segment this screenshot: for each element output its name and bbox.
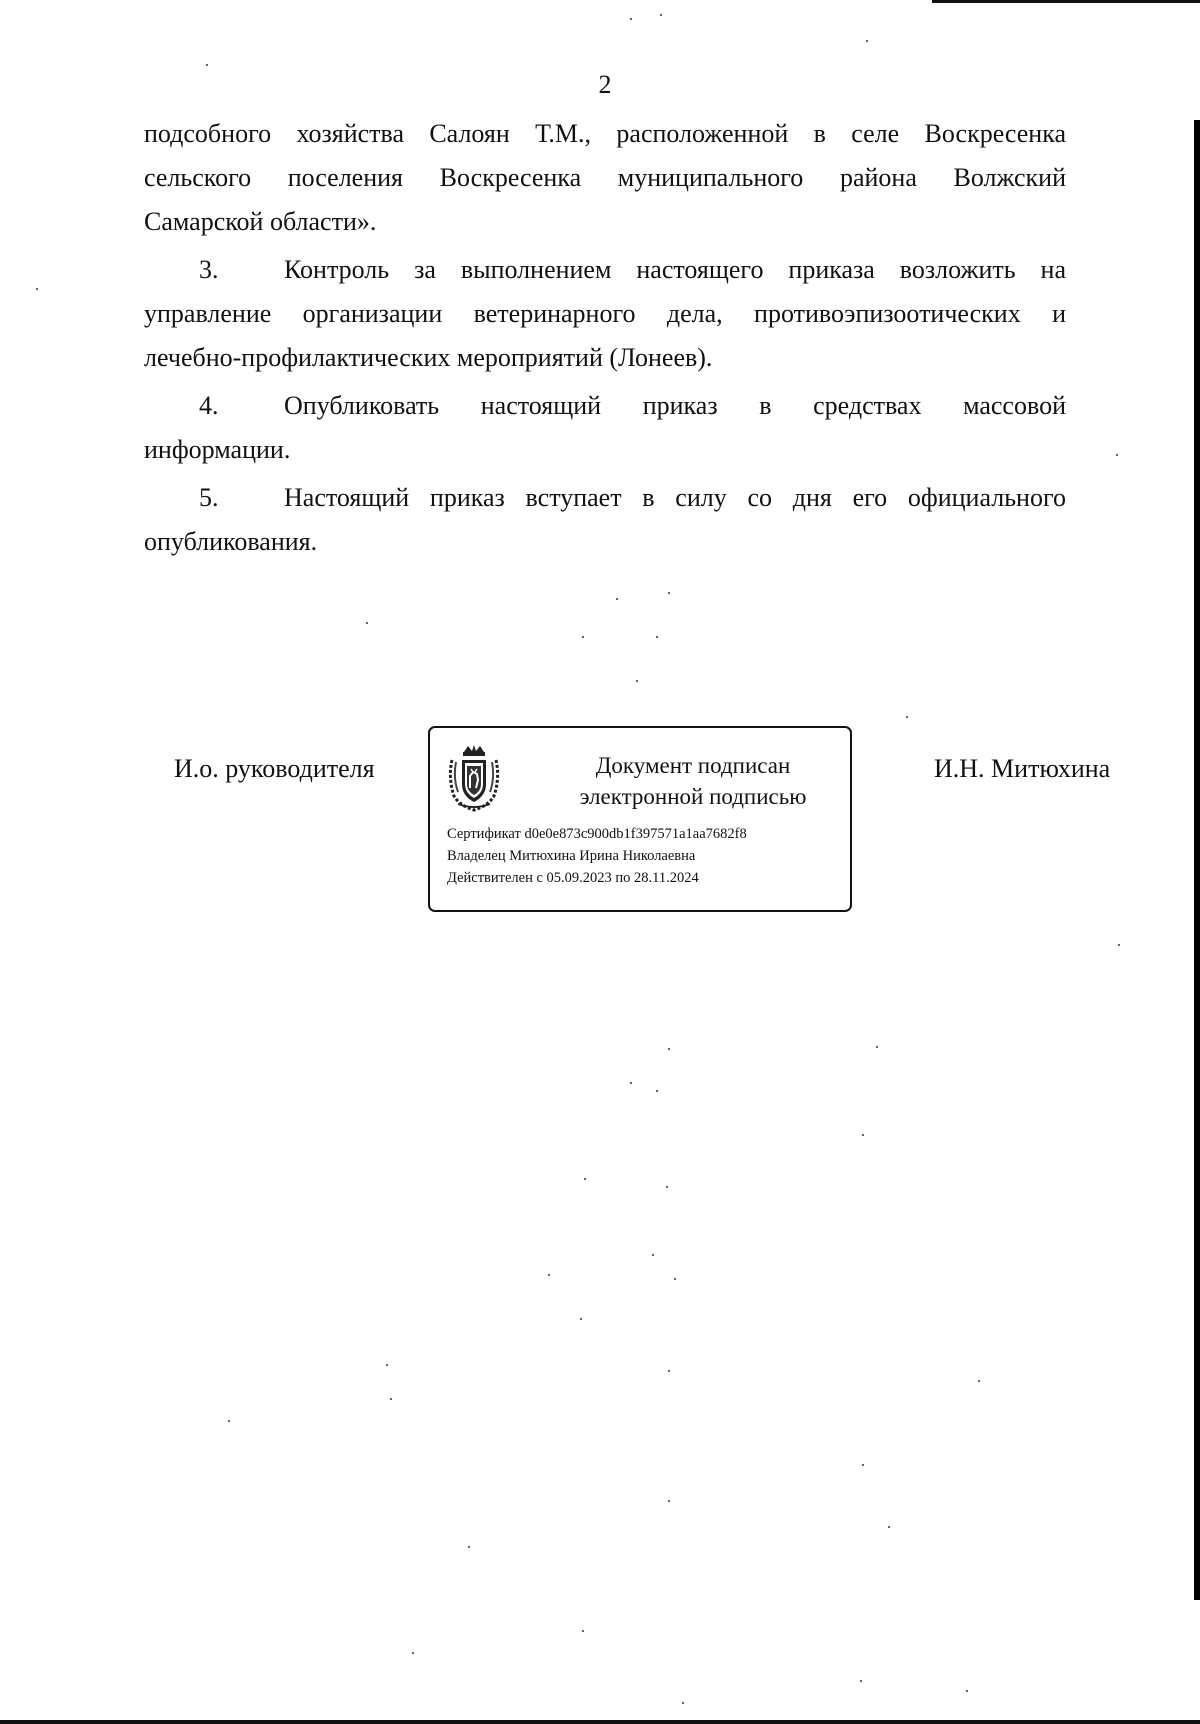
scan-speck bbox=[876, 1046, 878, 1048]
scan-speck bbox=[386, 1364, 388, 1366]
text-line: Настоящий приказ вступает в силу со дня его официального bbox=[284, 483, 1066, 512]
scan-speck bbox=[860, 1680, 862, 1682]
scan-speck bbox=[630, 18, 632, 20]
scan-speck bbox=[656, 636, 658, 638]
text-line: лечебно-профилактических мероприятий (Лонеев). bbox=[144, 343, 713, 372]
stamp-title-line: Документ подписан bbox=[595, 753, 791, 778]
scan-speck bbox=[906, 716, 908, 718]
scan-speck bbox=[866, 40, 868, 42]
item-number: 5. bbox=[199, 483, 219, 512]
scan-speck bbox=[666, 1186, 668, 1188]
certificate-details bbox=[447, 823, 747, 889]
text-line: информации. bbox=[144, 435, 291, 464]
scan-speck bbox=[978, 1380, 980, 1382]
scan-speck bbox=[548, 1274, 550, 1276]
paragraph-item-4 bbox=[144, 384, 1066, 472]
scan-speck bbox=[660, 14, 662, 16]
item-number: 3. bbox=[199, 255, 219, 284]
scan-speck bbox=[888, 1526, 890, 1528]
text-line: подсобного хозяйства Салоян Т.М., расположенной в селе Воскресенка bbox=[144, 119, 1066, 148]
text-line: сельского поселения Воскресенка муниципального района Волжский bbox=[144, 163, 1066, 192]
item-number: 4. bbox=[199, 391, 219, 420]
scan-speck bbox=[674, 1278, 676, 1280]
scan-speck bbox=[630, 1082, 632, 1084]
scan-speck bbox=[584, 1178, 586, 1180]
electronic-signature-stamp bbox=[428, 726, 852, 912]
text-line: Самарской области». bbox=[144, 207, 377, 236]
scan-edge-right bbox=[1194, 120, 1200, 1600]
scan-speck bbox=[206, 64, 208, 66]
signer-name: И.Н. Митюхина bbox=[934, 754, 1111, 783]
text-line: Опубликовать настоящий приказ в средствах массовой bbox=[284, 391, 1066, 420]
text-line: опубликования. bbox=[144, 527, 318, 556]
scan-speck bbox=[668, 1370, 670, 1372]
stamp-title-line: электронной подписью bbox=[579, 784, 807, 809]
stamp-title bbox=[548, 750, 838, 812]
scan-speck bbox=[580, 1318, 582, 1320]
scan-speck bbox=[862, 1464, 864, 1466]
scan-speck bbox=[366, 622, 368, 624]
coat-of-arms-icon bbox=[446, 744, 502, 812]
scan-speck bbox=[668, 1500, 670, 1502]
scan-speck bbox=[862, 1134, 864, 1136]
text-line: управление организации ветеринарного дела, противоэпизоотических и bbox=[144, 299, 1066, 328]
certificate-number: Сертификат d0e0e873c900db1f397571a1aa7682f8 bbox=[447, 826, 747, 842]
scan-speck bbox=[682, 1702, 684, 1704]
scan-speck bbox=[616, 598, 618, 600]
scan-speck bbox=[36, 288, 38, 290]
scan-speck bbox=[656, 1090, 658, 1092]
scan-speck bbox=[668, 592, 670, 594]
scan-speck bbox=[390, 1398, 392, 1400]
scan-speck bbox=[228, 1420, 230, 1422]
paragraph-item-3 bbox=[144, 248, 1066, 380]
scan-speck bbox=[468, 1546, 470, 1548]
paragraph-item-5 bbox=[144, 476, 1066, 564]
scan-speck bbox=[1118, 944, 1120, 946]
scan-speck bbox=[412, 1652, 414, 1654]
document-body bbox=[144, 112, 1066, 566]
scan-edge-bottom bbox=[0, 1720, 1200, 1724]
scan-speck bbox=[966, 1690, 968, 1692]
scan-speck bbox=[652, 1254, 654, 1256]
scan-speck bbox=[582, 1630, 584, 1632]
scan-speck bbox=[582, 636, 584, 638]
certificate-validity: Действителен с 05.09.2023 по 28.11.2024 bbox=[447, 870, 699, 886]
certificate-owner: Владелец Митюхина Ирина Николаевна bbox=[447, 848, 696, 864]
text-line: Контроль за выполнением настоящего приказа возложить на bbox=[284, 255, 1066, 284]
scan-edge-top bbox=[932, 0, 1200, 3]
scan-speck bbox=[668, 1048, 670, 1050]
paragraph-continuation bbox=[144, 112, 1066, 244]
signer-position: И.о. руководителя bbox=[174, 754, 375, 783]
page-number: 2 bbox=[598, 70, 612, 99]
scan-speck bbox=[1116, 454, 1118, 456]
scan-speck bbox=[636, 680, 638, 682]
